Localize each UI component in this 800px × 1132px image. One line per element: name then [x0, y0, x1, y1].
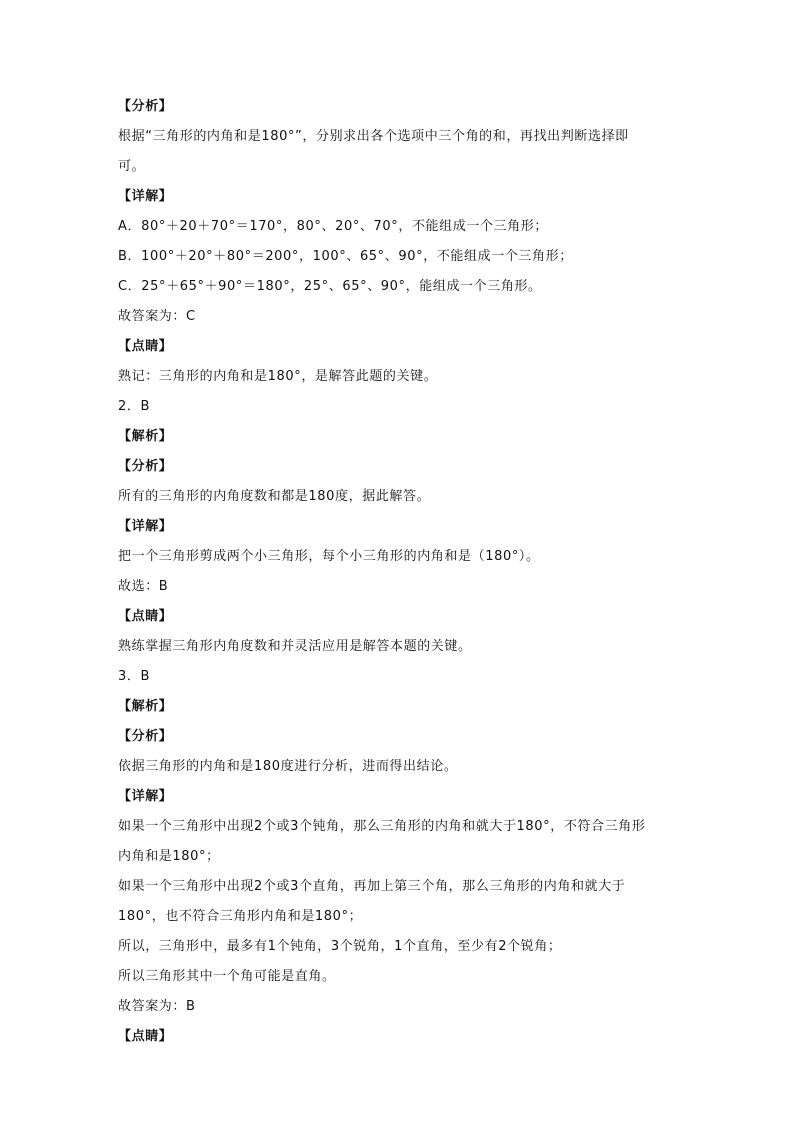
text-line: 如果一个三角形中出现2个或3个直角，再加上第三个角，那么三角形的内角和就大于: [118, 879, 626, 894]
heading-analysis: 【分析】: [118, 459, 173, 474]
text-line: 熟练掌握三角形内角度数和并灵活应用是解答本题的关键。: [118, 639, 472, 654]
text-line: 如果一个三角形中出现2个或3个钝角，那么三角形的内角和就大于180°，不符合三角形: [118, 819, 646, 834]
text-line: 内角和是180°；: [118, 849, 220, 864]
text-line: 所有的三角形的内角度数和都是180度，据此解答。: [118, 489, 431, 504]
heading-detail: 【详解】: [118, 519, 173, 534]
heading-explanation: 【解析】: [118, 699, 173, 714]
text-line: 根据“三角形的内角和是180°”，分别求出各个选项中三个角的和，再找出判断选择即: [118, 129, 629, 144]
heading-comment: 【点睛】: [118, 1029, 173, 1044]
answer-line: 故选：B: [118, 579, 169, 594]
heading-analysis: 【分析】: [118, 729, 173, 744]
option-a: A．80°＋20＋70°＝170°，80°、20°、70°，不能组成一个三角形；: [118, 219, 548, 234]
answer-line: 故答案为：C: [118, 309, 196, 324]
text-line: 把一个三角形剪成两个小三角形，每个小三角形的内角和是（180°）。: [118, 549, 540, 564]
text-line: 可。: [118, 159, 146, 174]
text-line: 熟记：三角形的内角和是180°，是解答此题的关键。: [118, 369, 438, 384]
heading-detail: 【详解】: [118, 789, 173, 804]
option-c: C．25°＋65°＋90°＝180°，25°、65°、90°，能组成一个三角形。: [118, 279, 542, 294]
text-line: 180°，也不符合三角形内角和是180°；: [118, 909, 363, 924]
answer-line: 故答案为：B: [118, 999, 196, 1014]
heading-comment: 【点睛】: [118, 339, 173, 354]
question-number: 2．B: [118, 399, 150, 414]
text-line: 所以三角形其中一个角可能是直角。: [118, 969, 336, 984]
heading-analysis: 【分析】: [118, 99, 173, 114]
option-b: B．100°＋20°＋80°＝200°，100°、65°、90°，不能组成一个三角形；: [118, 249, 573, 264]
heading-explanation: 【解析】: [118, 429, 173, 444]
question-number: 3．B: [118, 669, 150, 684]
text-line: 所以，三角形中，最多有1个钝角，3个锐角，1个直角，至少有2个锐角；: [118, 939, 562, 954]
text-line: 依据三角形的内角和是180度进行分析，进而得出结论。: [118, 759, 458, 774]
heading-detail: 【详解】: [118, 189, 173, 204]
heading-comment: 【点睛】: [118, 609, 173, 624]
